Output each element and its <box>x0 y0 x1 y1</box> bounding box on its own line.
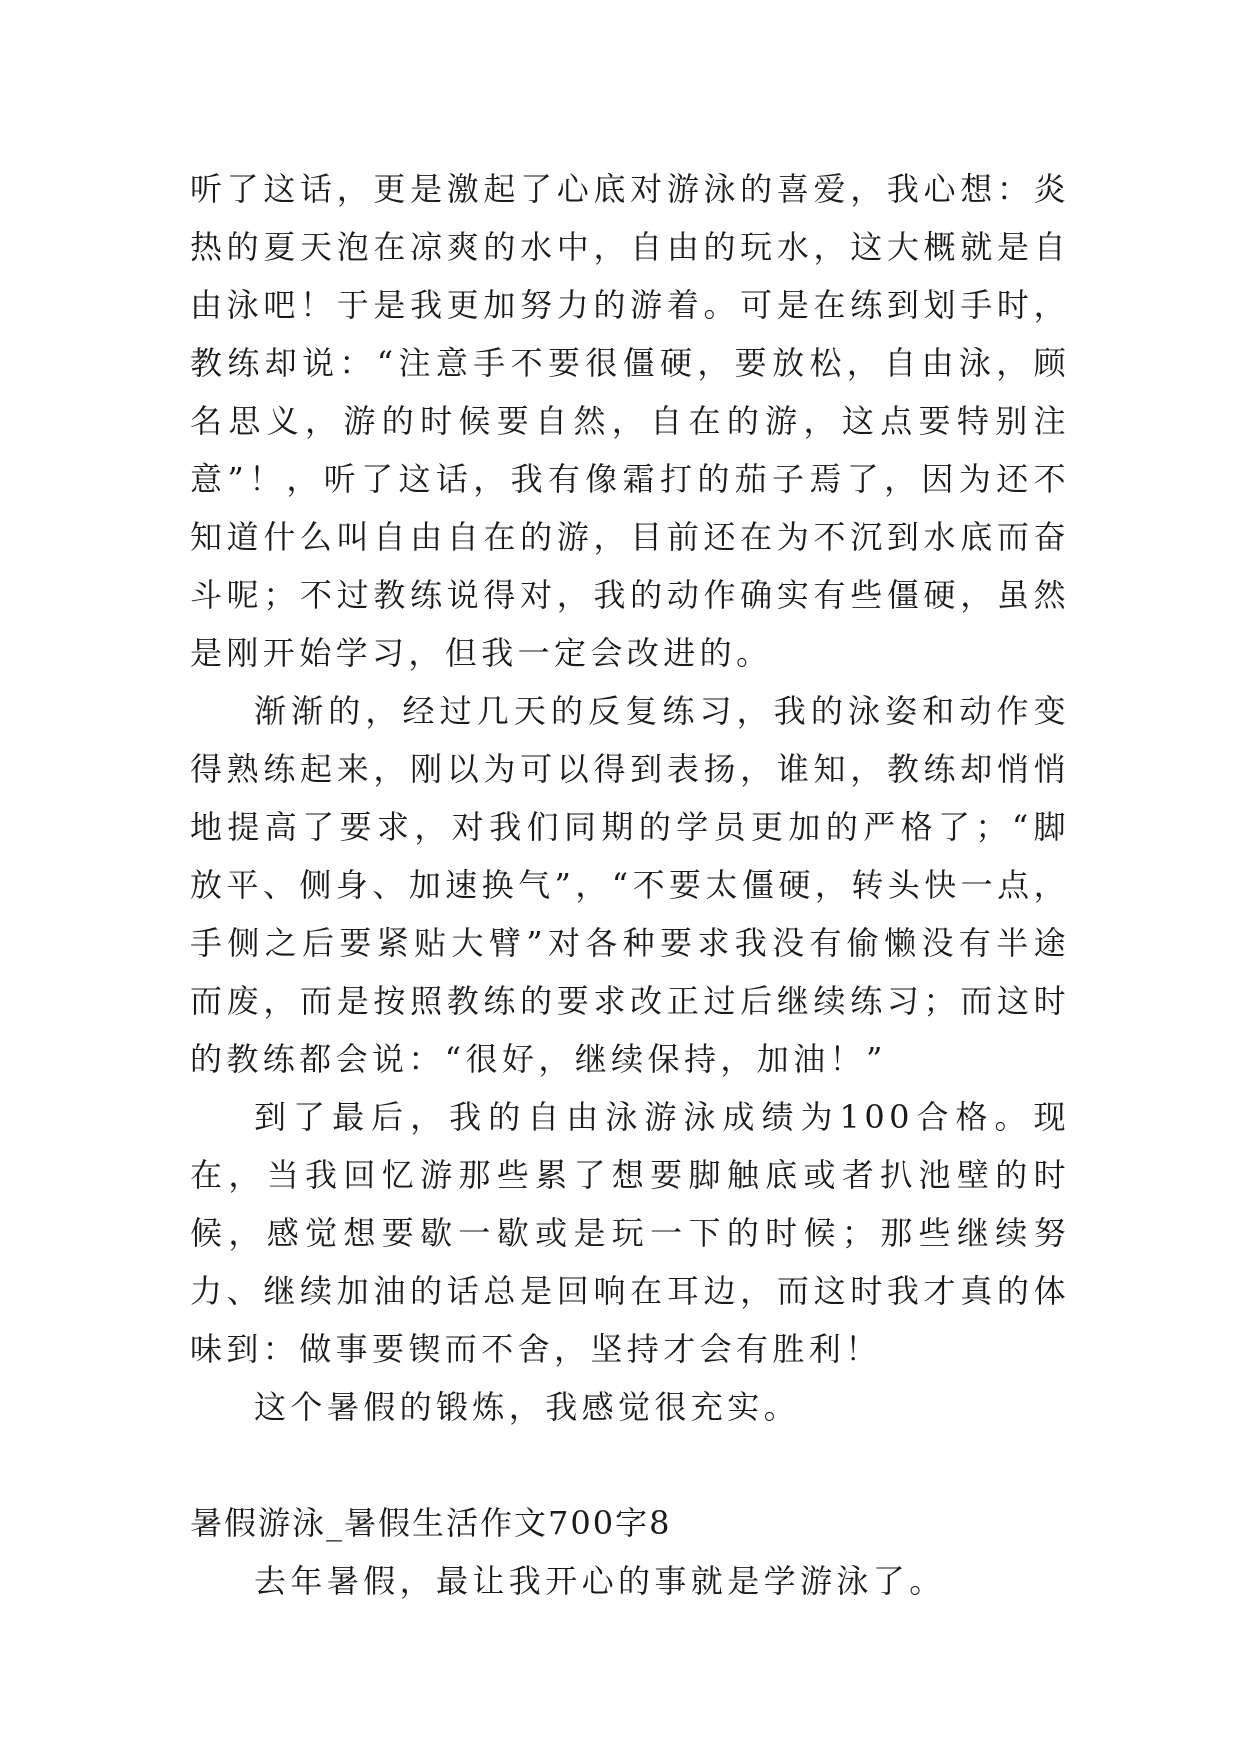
paragraph-1: 听了这话，更是激起了心底对游泳的喜爱，我心想：炎热的夏天泡在凉爽的水中，自由的玩水，这大概就是自由泳吧！于是我更加努力的游着。可是在练到划手时，教练却说：“注意手不要很僵硬，要放松，自由泳，顾名思义，游的时候要自然，自在的游，这点要特别注意”！，听了这话，我有像霜打的茄子焉了，因为还不知道什么叫自由自在的游，目前还在为不沉到水底而奋斗呢；不过教练说得对，我的动作确实有些僵硬，虽然是刚开始学习，但我一定会改进的。 <box>190 170 1070 672</box>
section-title: 暑假游泳_暑假生活作文700字8 <box>190 1504 672 1542</box>
paragraph-2: 渐渐的，经过几天的反复练习，我的泳姿和动作变得熟练起来，刚以为可以得到表扬，谁知，教练却悄悄地提高了要求，对我们同期的学员更加的严格了；“脚放平、侧身、加速换气”，“不要太僵硬，转头快一点，手侧之后要紧贴大臂”对各种要求我没有偷懒没有半途而废，而是按照教练的要求改正过后继续练习；而这时的教练都会说：“很好，继续保持，加油！” <box>190 692 1070 1078</box>
paragraph-3: 到了最后，我的自由泳游泳成绩为100合格。现在，当我回忆游那些累了想要脚触底或者扒池壁的时候，感觉想要歇一歇或是玩一下的时候；那些继续努力、继续加油的话总是回响在耳边，而这时我才真的体味到：做事要锲而不舍，坚持才会有胜利！ <box>190 1098 1070 1368</box>
document-body <box>190 160 1070 1610</box>
paragraph-4: 这个暑假的锻炼，我感觉很充实。 <box>254 1388 801 1426</box>
paragraph-5: 去年暑假，最让我开心的事就是学游泳了。 <box>254 1562 946 1600</box>
